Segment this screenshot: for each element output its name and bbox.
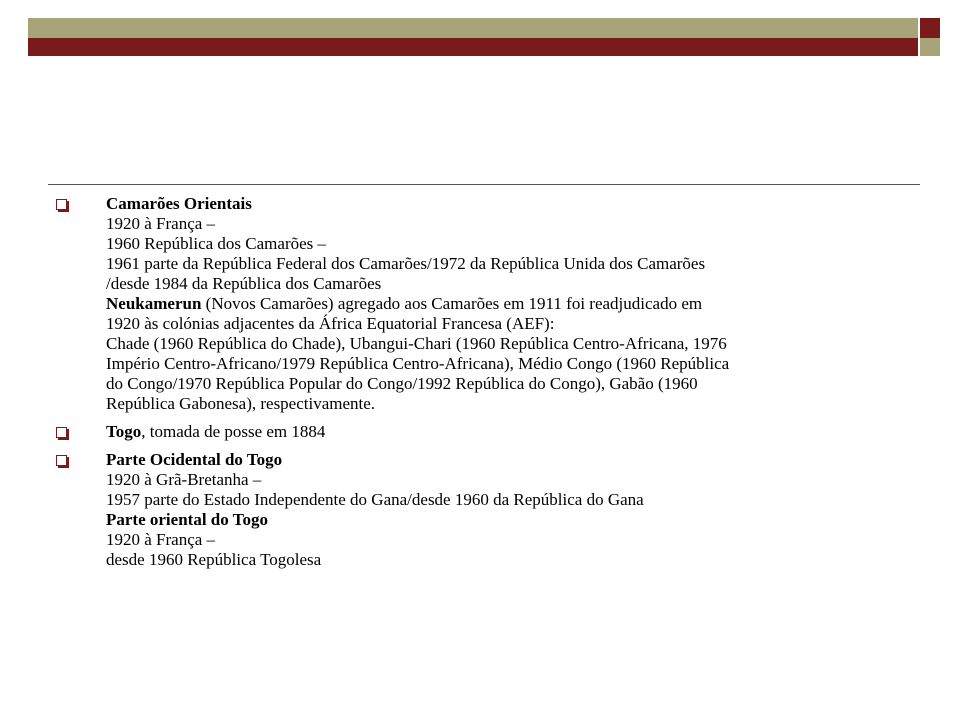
bullet-line bbox=[106, 394, 906, 414]
slide-content bbox=[56, 194, 906, 578]
bullet-line bbox=[106, 314, 906, 334]
text-segment: , tomada de posse em 1884 bbox=[141, 422, 326, 441]
bullet-line bbox=[106, 450, 906, 470]
bold-term: Parte Ocidental do Togo bbox=[106, 450, 283, 469]
bullet-item bbox=[56, 422, 906, 442]
bullet-line bbox=[106, 374, 906, 394]
bullet-line bbox=[106, 214, 906, 234]
bullet-line bbox=[106, 422, 906, 442]
bold-term: Parte oriental do Togo bbox=[106, 510, 268, 529]
bullet-line bbox=[106, 274, 906, 294]
bold-term: Togo bbox=[106, 422, 142, 441]
bullet-line bbox=[106, 194, 906, 214]
text-segment: 1957 parte do Estado Independente do Gana/desde 1960 da República do Gana bbox=[106, 490, 644, 509]
bullet-line bbox=[106, 254, 906, 274]
bold-term: Camarões Orientais bbox=[106, 194, 252, 213]
bullet-line bbox=[106, 354, 906, 374]
bullet-line bbox=[106, 510, 906, 530]
header-corner-maroon bbox=[920, 18, 940, 38]
text-segment: 1920 à Grã-Bretanha – bbox=[106, 470, 262, 489]
text-segment: 1920 à França – bbox=[106, 530, 216, 549]
text-segment: República Gabonesa), respectivamente. bbox=[106, 394, 376, 413]
header-bar-olive bbox=[28, 18, 918, 38]
square-bullet-icon bbox=[56, 427, 67, 438]
bold-term: Neukamerun bbox=[106, 294, 202, 313]
bullet-line bbox=[106, 490, 906, 510]
header-bar-maroon bbox=[28, 38, 918, 56]
bullet-line bbox=[106, 550, 906, 570]
header-corner-olive bbox=[920, 38, 940, 56]
bullet-line bbox=[106, 294, 906, 314]
square-bullet-icon bbox=[56, 455, 67, 466]
text-segment: 1961 parte da República Federal dos Camarões/1972 da República Unida dos Camarões bbox=[106, 254, 706, 273]
text-segment: (Novos Camarões) agregado aos Camarões em 1911 foi readjudicado em bbox=[201, 294, 703, 313]
text-segment: do Congo/1970 República Popular do Congo/1992 República do Congo), Gabão (1960 bbox=[106, 374, 698, 393]
bullet-item bbox=[56, 194, 906, 414]
square-bullet-icon bbox=[56, 199, 67, 210]
bullet-line bbox=[106, 470, 906, 490]
text-segment: 1960 República dos Camarões – bbox=[106, 234, 327, 253]
text-segment: Chade (1960 República do Chade), Ubangui-Chari (1960 República Centro-Africana, 1976 bbox=[106, 334, 727, 353]
text-segment: 1920 à França – bbox=[106, 214, 216, 233]
bullet-line bbox=[106, 530, 906, 550]
bullet-item bbox=[56, 450, 906, 570]
text-segment: desde 1960 República Togolesa bbox=[106, 550, 322, 569]
bullet-line bbox=[106, 334, 906, 354]
title-divider bbox=[48, 184, 920, 185]
bullet-line bbox=[106, 234, 906, 254]
text-segment: 1920 às colónias adjacentes da África Equatorial Francesa (AEF): bbox=[106, 314, 555, 333]
text-segment: /desde 1984 da República dos Camarões bbox=[106, 274, 382, 293]
text-segment: Império Centro-Africano/1979 República Centro-Africana), Médio Congo (1960 República bbox=[106, 354, 730, 373]
